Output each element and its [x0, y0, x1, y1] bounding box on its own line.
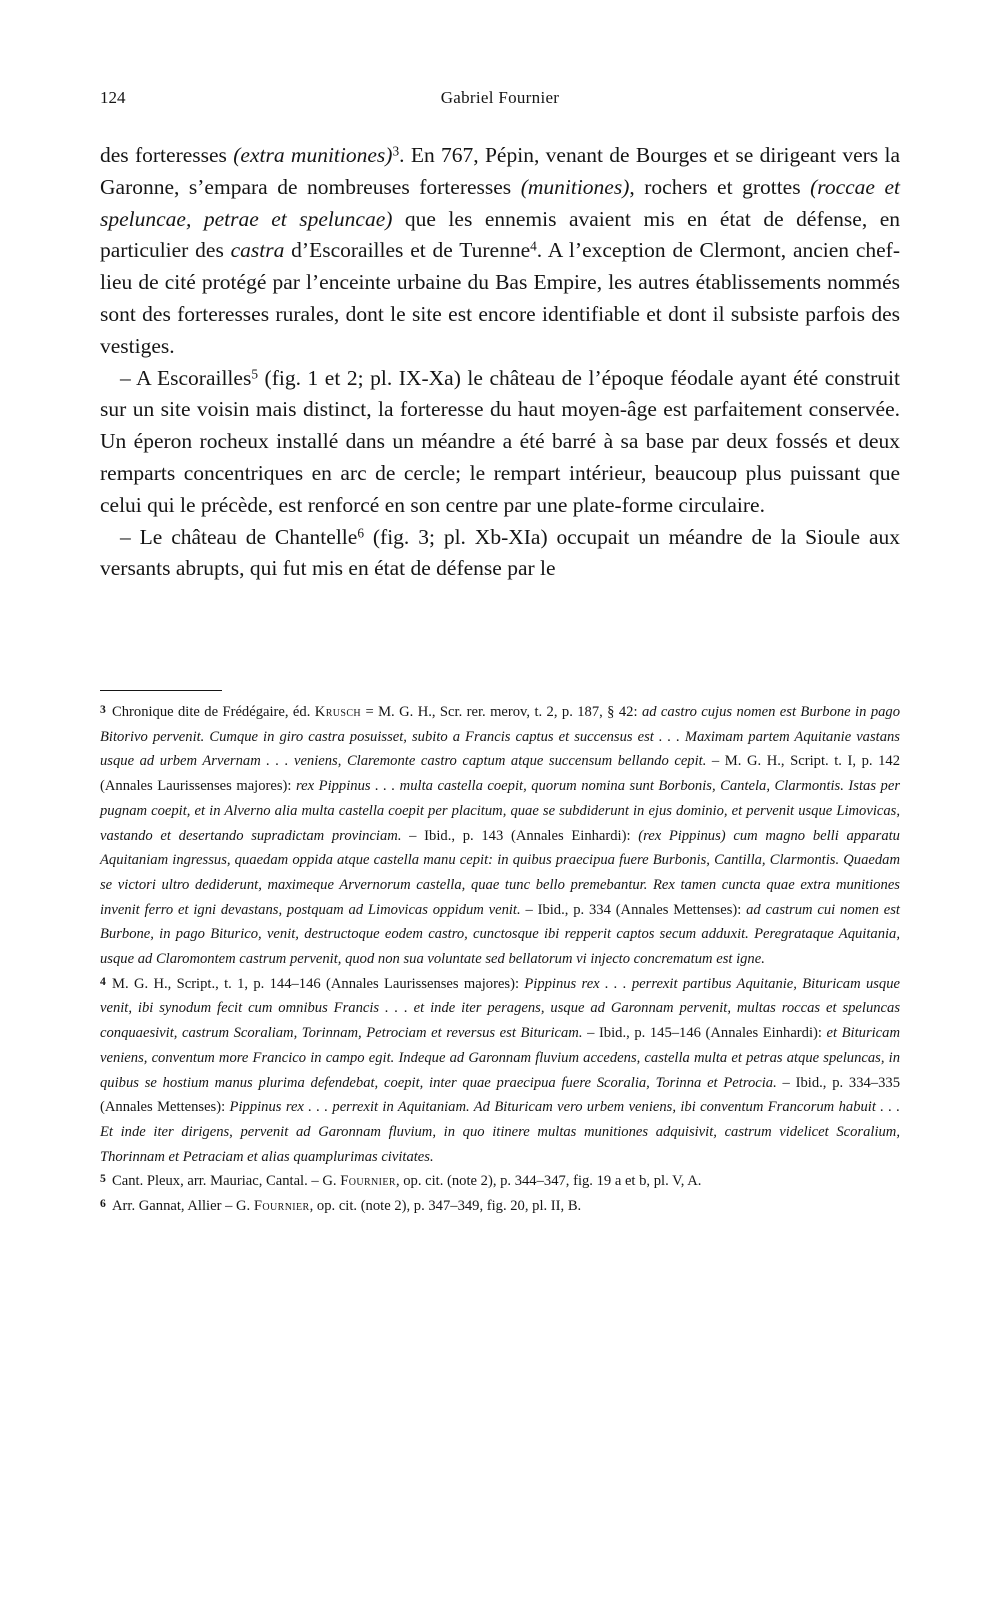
footnote-divider — [100, 690, 222, 691]
paragraph-3: – Le château de Chantelle$^6$ (fig. 3; pl. Xb-XIa) occupait un méandre de la Sioule aux versants abrupts, qui fut mis en état de défense par le — [100, 524, 900, 581]
footnote-4: 4 M. G. H., Script., t. 1, p. 144–146 (Annales Laurissenses majores): Pippinus rex . . . perrexit partibus Aquitanie, Bituricam usque venit, ibi synodum fecit cum omnibus Francis . . . et inde iter peragens, usque ad Garonnam pervenit, multas roccas et speluncas conquaesivit, castrum Scoraliam, Torinnam, Petrociam et reversus est Bituricam. – Ibid., p. 145–146 (Annales Einhardi): et Bituricam veniens, conventum more Francico in campo egit. Indeque ad Garonnam fluvium accedens, castella multa et petras atque speluncas, in quibus se hostium manus plurima defendebat, coepit, inter quae praecipua fuere Scoralia, Torinna et Petrocia. – Ibid., p. 334–335 (Annales Mettenses): Pippinus rex . . . perrexit in Aquitaniam. Ad Bituricam vero urbem veniens, ibi conventum Francorum habuit . . . Et inde iter dirigens, pervenit ad Garonnam fluvium, in quo itinere multas munitiones adquisivit, castrum videlicet Scoralium, Thorinnam et Petraciam et alias quamplurimas civitates. — [100, 974, 900, 1165]
main-text — [100, 140, 900, 585]
page-number: 124 — [100, 88, 126, 107]
footnote-3: 3 Chronique dite de Frédégaire, éd. Krusch = M. G. H., Scr. rer. merov, t. 2, p. 187, § 42: ad castro cujus nomen est Burbone in pago Bitorivo pervenit. Cumque in giro castra posuisset, subito a Francis captus et succensus est . . . Maximam partem Aquitanie vastans usque ad urbem Arvernam . . . veniens, Claremonte castro captum atque succensum bellando cepit. – M. G. H., Script. t. I, p. 142 (Annales Laurissenses majores): rex Pippinus . . . multa castella coepit, quorum nomina sunt Borbonis, Cantela, Clarmontis. Istas per pugnam coepit, et in Alverno alia multa castella coepit per placitum, quae se subdiderunt in ejus dominio, et pervenit usque Limovicas, vastando et desertando supradictam provinciam. – Ibid., p. 143 (Annales Einhardi): (rex Pippinus) cum magno belli apparatu Aquitaniam ingressus, quaedam oppida atque castella manu cepit: in quibus praecipua fuere Burbonis, Cantilla, Clarmontis. Quaedam se victori ultro dediderunt, maximeque Arvernorum castella, quae tunc bello premebantur. Rex tamen cuncta quae extra munitiones invenit ferro et igni devastans, postquam ad Limovicas oppidum venit. – Ibid., p. 334 (Annales Mettenses): ad castrum cui nomen est Burbone, in pago Biturico, venit, destructoque eodem castro, cunctosque ibi repperit captos secum adduxit. Peregrataque Aquitania, usque ad Claromontem castrum pervenit, quod non sua voluntate sed bellatorum vi injecto concrematum est igne. — [100, 703, 901, 968]
paragraph-1: des forteresses (extra munitiones)$^3$. En 767, Pépin, venant de Bourges et se dirigeant vers la Garonne, s’empara de nombreuses forteresses (munitiones), rochers et grottes (roccae et speluncae, petrae et speluncae) que les ennemis avaient mis en état de défense, en particulier des castra d’Escorailles et de Turenne$^4$. A l’exception de Clermont, ancien chef-lieu de cité protégé par l’enceinte urbaine du Bas Empire, les autres établissements nommés sont des forteresses rurales, dont le site est encore identifiable et dont il subsiste parfois des vestiges. — [100, 143, 900, 358]
footnote-ref: 4 — [530, 238, 537, 254]
footnote-ref: 5 — [251, 365, 258, 381]
footnote-5: 5 Cant. Pleux, arr. Mauriac, Cantal. – G. Fournier, op. cit. (note 2), p. 344–347, fig. 19 a et b, pl. V, A. — [100, 1172, 702, 1190]
footnote-ref: 6 — [357, 524, 364, 540]
paragraph-2: – A Escorailles$^5$ (fig. 1 et 2; pl. IX-Xa) le château de l’époque féodale ayant été construit sur un site voisin mais distinct, la forteresse du haut moyen-âge est parfaitement conservée. Un éperon rocheux installé dans un méandre a été barré à sa base par deux fossés et deux remparts concentriques en arc de cercle; le rempart intérieur, beaucoup plus puissant que celui qui le précède, est renforcé en son centre par une plate-forme circulaire. — [100, 365, 900, 517]
footnotes — [100, 700, 900, 1219]
footnote-6: 6 Arr. Gannat, Allier – G. Fournier, op. cit. (note 2), p. 347–349, fig. 20, pl. II, B. — [100, 1197, 582, 1215]
running-title: Gabriel Fournier — [440, 88, 560, 107]
page-header — [100, 88, 900, 118]
footnote-ref: 3 — [392, 143, 400, 159]
